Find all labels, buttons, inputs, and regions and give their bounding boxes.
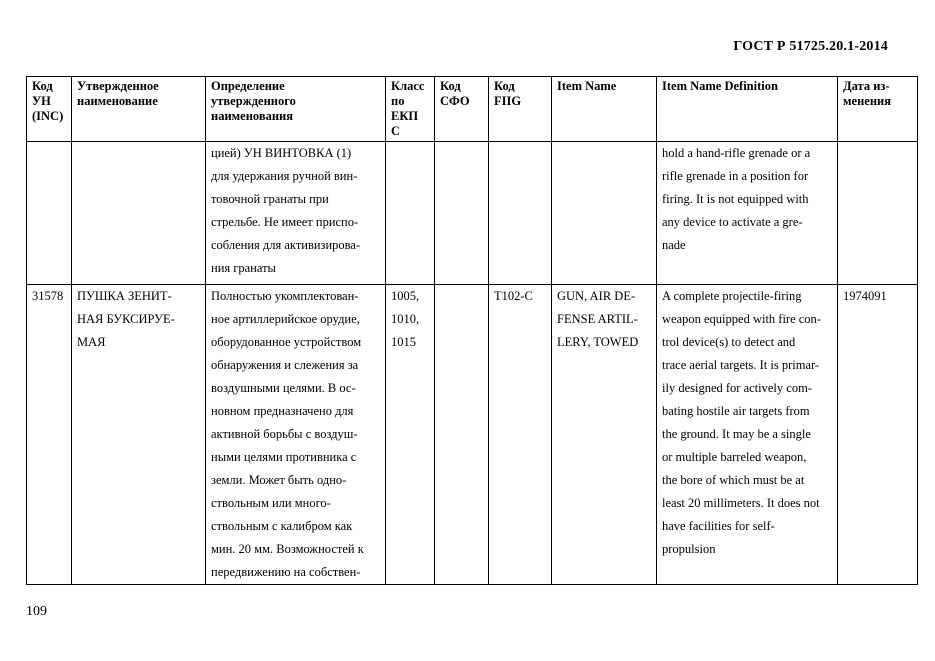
cell-line: GUN, AIR DE-: [557, 289, 636, 303]
cell-line: LERY, TOWED: [557, 335, 639, 349]
header-line: Item Name: [557, 79, 617, 93]
header-line: наименования: [211, 109, 294, 123]
cell-line: цией) УН ВИНТОВКА (1): [211, 146, 352, 160]
cell-line: Полностью укомплектован-: [211, 289, 359, 303]
cell-code-fiig: [489, 285, 552, 585]
cell-item-name-definition: [657, 142, 838, 285]
table-header-row: [27, 77, 918, 142]
cell-line: мин. 20 мм. Возможностей к: [211, 542, 364, 556]
table-body: [27, 142, 918, 585]
cell-line: trace aerial targets. It is primar-: [662, 358, 820, 372]
cell-line: 1010,: [391, 312, 420, 326]
cell-line: МАЯ: [77, 335, 106, 349]
cell-line: 1015: [391, 335, 416, 349]
cell-line: стрельбе. Не имеет приспо-: [211, 215, 359, 229]
cell-line: propulsion: [662, 542, 716, 556]
page-number: 109: [26, 604, 47, 619]
cell-line: hold a hand-rifle grenade or a: [662, 146, 811, 160]
table-row: [27, 142, 918, 285]
cell-item-name-definition: [657, 285, 838, 585]
column-header-change-date: [838, 77, 918, 142]
cell-line: any device to activate a gre-: [662, 215, 803, 229]
header-line: Код: [494, 79, 515, 93]
cell-line: активной борьбы с воздуш-: [211, 427, 358, 441]
column-header-code-un: [27, 77, 72, 142]
cell-approved-name: [72, 285, 206, 585]
cell-line: ными целями противника с: [211, 450, 357, 464]
cell-definition: [206, 285, 386, 585]
cell-line: trol device(s) to detect and: [662, 335, 796, 349]
cell-change-date: [838, 285, 918, 585]
data-table: [26, 76, 918, 585]
cell-line: воздушными целями. В ос-: [211, 381, 356, 395]
cell-change-date: [838, 142, 918, 285]
header-line: С: [391, 124, 401, 138]
cell-line: A complete projectile-firing: [662, 289, 802, 303]
cell-class-ekps: [386, 285, 435, 585]
cell-line: товочной гранаты при: [211, 192, 329, 206]
cell-line: ily designed for actively com-: [662, 381, 812, 395]
cell-line: rifle grenade in a position for: [662, 169, 809, 183]
cell-line: 31578: [32, 289, 64, 303]
header-line: ЕКП: [391, 109, 419, 123]
cell-line: the ground. It may be a single: [662, 427, 811, 441]
cell-line: 1005,: [391, 289, 420, 303]
cell-line: для удержания ручной вин-: [211, 169, 358, 183]
cell-line: обнаружения и слежения за: [211, 358, 359, 372]
cell-line: ствольным с калибром как: [211, 519, 353, 533]
cell-code-sfo: [435, 285, 489, 585]
header-line: (INC): [32, 109, 64, 123]
cell-item-name: [552, 285, 657, 585]
column-header-approved-name: [72, 77, 206, 142]
header-line: по: [391, 94, 405, 108]
cell-line: nade: [662, 238, 686, 252]
header-line: менения: [843, 94, 891, 108]
cell-line: bating hostile air targets from: [662, 404, 810, 418]
header-line: Item Name Definition: [662, 79, 778, 93]
cell-code-sfo: [435, 142, 489, 285]
cell-line: or multiple barreled weapon,: [662, 450, 807, 464]
header-line: Определение: [211, 79, 285, 93]
cell-definition: [206, 142, 386, 285]
cell-line: the bore of which must be at: [662, 473, 805, 487]
column-header-code-fiig: [489, 77, 552, 142]
header-line: FIIG: [494, 94, 522, 108]
header-line: утвержденного: [211, 94, 296, 108]
column-header-class-ekps: [386, 77, 435, 142]
cell-code-fiig: [489, 142, 552, 285]
header-line: Код: [32, 79, 53, 93]
cell-line: weapon equipped with fire con-: [662, 312, 821, 326]
header-line: Дата из-: [843, 79, 890, 93]
cell-line: оборудованное устройством: [211, 335, 362, 349]
header-line: Код: [440, 79, 461, 93]
cell-line: новном предназначено для: [211, 404, 354, 418]
cell-line: FENSE ARTIL-: [557, 312, 638, 326]
cell-line: земли. Может быть одно-: [211, 473, 347, 487]
cell-item-name: [552, 142, 657, 285]
column-header-code-sfo: [435, 77, 489, 142]
cell-line: НАЯ БУКСИРУЕ-: [77, 312, 175, 326]
cell-line: ное артиллерийское орудие,: [211, 312, 360, 326]
header-line: Класс: [391, 79, 425, 93]
cell-line: 1974091: [843, 289, 887, 303]
cell-line: ния гранаты: [211, 261, 276, 275]
cell-line: least 20 millimeters. It does not: [662, 496, 820, 510]
cell-code-un: [27, 142, 72, 285]
cell-line: T102-C: [494, 289, 533, 303]
cell-approved-name: [72, 142, 206, 285]
cell-class-ekps: [386, 142, 435, 285]
header-line: СФО: [440, 94, 470, 108]
header-line: УН: [32, 94, 51, 108]
table-row: [27, 285, 918, 585]
column-header-definition: [206, 77, 386, 142]
cell-line: ствольным или много-: [211, 496, 331, 510]
cell-line: ПУШКА ЗЕНИТ-: [77, 289, 172, 303]
column-header-item-name-definition: [657, 77, 838, 142]
document-header: ГОСТ Р 51725.20.1-2014: [733, 39, 888, 54]
cell-line: собления для активизирова-: [211, 238, 361, 252]
cell-line: передвижению на собствен-: [211, 565, 361, 579]
cell-code-un: [27, 285, 72, 585]
header-line: Утвержденное: [77, 79, 159, 93]
cell-line: firing. It is not equipped with: [662, 192, 809, 206]
column-header-item-name: [552, 77, 657, 142]
header-line: наименование: [77, 94, 158, 108]
cell-line: have facilities for self-: [662, 519, 775, 533]
